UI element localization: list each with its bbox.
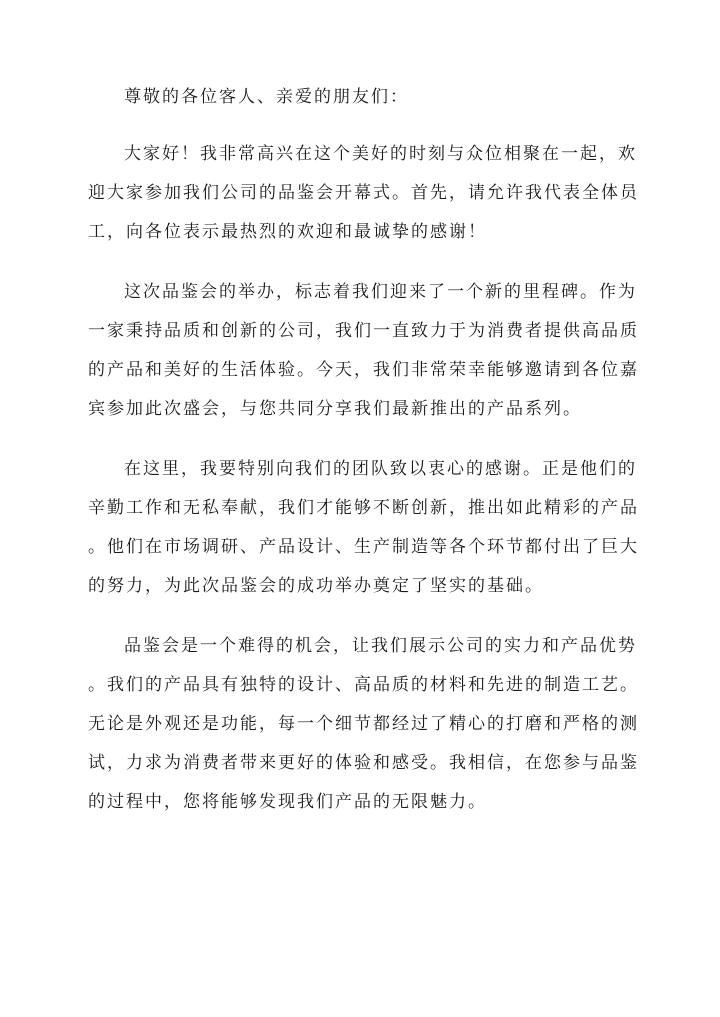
greeting-line: 尊敬的各位客人、亲爱的朋友们：	[124, 87, 409, 107]
paragraph-line: 一家秉持品质和创新的公司，我们一直致力于为消费者提供高品质	[88, 321, 639, 341]
paragraph-line: 试，力求为消费者带来更好的体验和感受。我相信，在您参与品鉴	[88, 753, 639, 773]
paragraph-line: 的产品和美好的生活体验。今天，我们非常荣幸能够邀请到各位嘉	[88, 360, 639, 380]
paragraph-line: 。我们的产品具有独特的设计、高品质的材料和先进的制造工艺。	[88, 675, 639, 695]
paragraph-milestone	[88, 273, 639, 429]
paragraph-line: 的努力，为此次品鉴会的成功举办奠定了坚实的基础。	[88, 576, 544, 596]
paragraph-line: 。他们在市场调研、产品设计、生产制造等各个环节都付出了巨大	[88, 537, 639, 557]
paragraph-line: 无论是外观还是功能，每一个细节都经过了精心的打磨和严格的测	[88, 714, 639, 734]
paragraph-line: 这次品鉴会的举办，标志着我们迎来了一个新的里程碑。作为	[124, 282, 637, 302]
paragraph-welcome	[88, 135, 639, 252]
paragraph-product-advantages	[88, 627, 639, 822]
paragraph-line: 工，向各位表示最热烈的欢迎和最诚挚的感谢！	[88, 222, 487, 242]
paragraph-team-thanks	[88, 450, 639, 606]
paragraph-line: 宾参加此次盛会，与您共同分享我们最新推出的产品系列。	[88, 399, 582, 419]
paragraph-line: 在这里，我要特别向我们的团队致以衷心的感谢。正是他们的	[124, 459, 637, 479]
paragraph-line: 大家好！我非常高兴在这个美好的时刻与众位相聚在一起，欢	[124, 144, 637, 164]
speech-body	[88, 78, 639, 843]
paragraph-line: 迎大家参加我们公司的品鉴会开幕式。首先，请允许我代表全体员	[88, 183, 639, 203]
paragraph-line: 辛勤工作和无私奉献，我们才能够不断创新，推出如此精彩的产品	[88, 498, 639, 518]
paragraph-line: 品鉴会是一个难得的机会，让我们展示公司的实力和产品优势	[124, 636, 637, 656]
paragraph-line: 的过程中，您将能够发现我们产品的无限魅力。	[88, 792, 487, 812]
